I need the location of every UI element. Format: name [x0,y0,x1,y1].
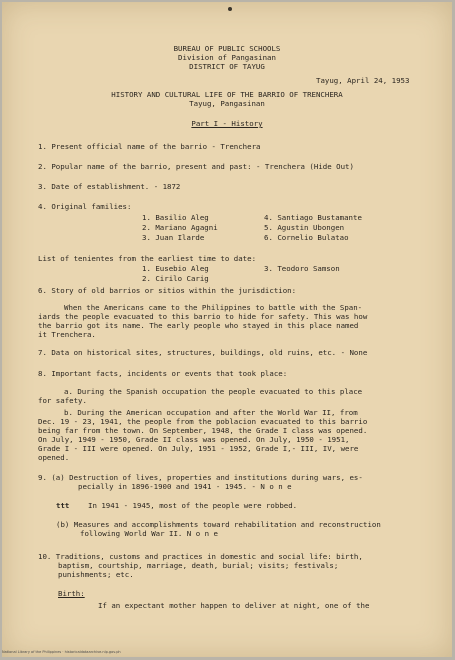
story-line-3: the barrio got its name. The early people who stayed in this place named [38,321,359,330]
punch-hole [228,7,232,11]
item-9a-line-1: 9. (a) Destruction of lives, properties and institutions during wars, es- [38,473,363,482]
story-line-1: When the Americans came to the Philippines to battle with the Span- [64,303,363,312]
item-9b-line-1: (b) Measures and accomplishments toward rehabilitation and reconstruction [56,520,381,529]
item-10-line-1: 10. Traditions, customs and practices in domestic and social life: birth, [38,552,363,561]
item-6: 6. Story of old barrios or sitios within the jurisdiction: [38,286,297,295]
family-3: 3. Juan Ilarde [142,233,205,242]
fact-b-line-5: Grade I - III were opened. On July, 1951 - 1952, Grade I,- III, IV, were [38,444,359,453]
fact-b-line-4: On July, 1949 - 1950, Grade II class was opened. On July, 1950 - 1951, [38,435,350,444]
archive-footer: National Library of the Philippines · historicaldataarchive.nlp.gov.ph [2,650,121,654]
teniente-1: 1. Eusebio Aleg [142,264,209,273]
item-10-line-3: punishments; etc. [58,570,134,579]
family-5: 5. Agustin Ubongen [264,223,345,232]
item-2: 2. Popular name of the barrio, present and past: - Trenchera (Hide Out) [38,162,354,171]
family-2: 2. Mariano Agagni [142,223,218,232]
fact-a-line-2: for safety. [38,396,87,405]
header-district: DISTRICT OF TAYUG [189,62,265,71]
item-8: 8. Important facts, incidents or events that took place: [38,369,288,378]
document-page [2,2,452,657]
document-place: Tayug, Pangasinan [189,99,265,108]
item-9a-line-2: pecially in 1896-1900 and 1941 - 1945. - N o n e [78,482,292,491]
document-title: HISTORY AND CULTURAL LIFE OF THE BARRIO OF TRENCHERA [111,90,343,99]
story-line-2: iards the people evacuated to this barrio to hide for safety. This was how [38,312,368,321]
family-1: 1. Basilio Aleg [142,213,209,222]
item-4: 4. Original families: [38,202,132,211]
item-1: 1. Present official name of the barrio - Trenchera [38,142,261,151]
fact-b-line-6: opened. [38,453,70,462]
birth-text: If an expectant mother happen to deliver at night, one of the [98,601,370,610]
fact-b-line-3: being far from the town. On September, 1948, the Grade I class was opened. [38,426,368,435]
birth-label: Birth: [58,589,85,598]
tenientes-label: List of tenientes from the earliest time to date: [38,254,257,263]
item-9b-line-2: following World War II. N o n e [80,529,218,538]
item-7: 7. Data on historical sites, structures, buildings, old ruins, etc. - None [38,348,368,357]
story-line-4: it Trenchera. [38,330,96,339]
part-heading: Part I - History [191,119,263,128]
item-9-note: In 1941 - 1945, most of the people were robbed. [88,501,298,510]
fact-b-line-1: b. During the American occupation and after the World War II, from [64,408,358,417]
family-6: 6. Cornelio Bulatao [264,233,349,242]
item-10-line-2: baptism, courtship, marriage, death, burial; visits; festivals; [58,561,339,570]
teniente-2: 2. Cirilo Carig [142,274,209,283]
header-division: Division of Pangasinan [178,53,276,62]
fact-a-line-1: a. During the Spanish occupation the people evacuated to this place [64,387,363,396]
header-bureau: BUREAU OF PUBLIC SCHOOLS [173,44,281,53]
struck-mark: ttt [56,501,70,510]
item-3: 3. Date of establishment. - 1872 [38,182,181,191]
document-date: Tayug, April 24, 1953 [316,76,410,85]
teniente-3: 3. Teodoro Samson [264,264,340,273]
fact-b-line-2: Dec. 19 - 23, 1941, the people from the poblacion evacuated to this barrio [38,417,368,426]
family-4: 4. Santiago Bustamante [264,213,362,222]
